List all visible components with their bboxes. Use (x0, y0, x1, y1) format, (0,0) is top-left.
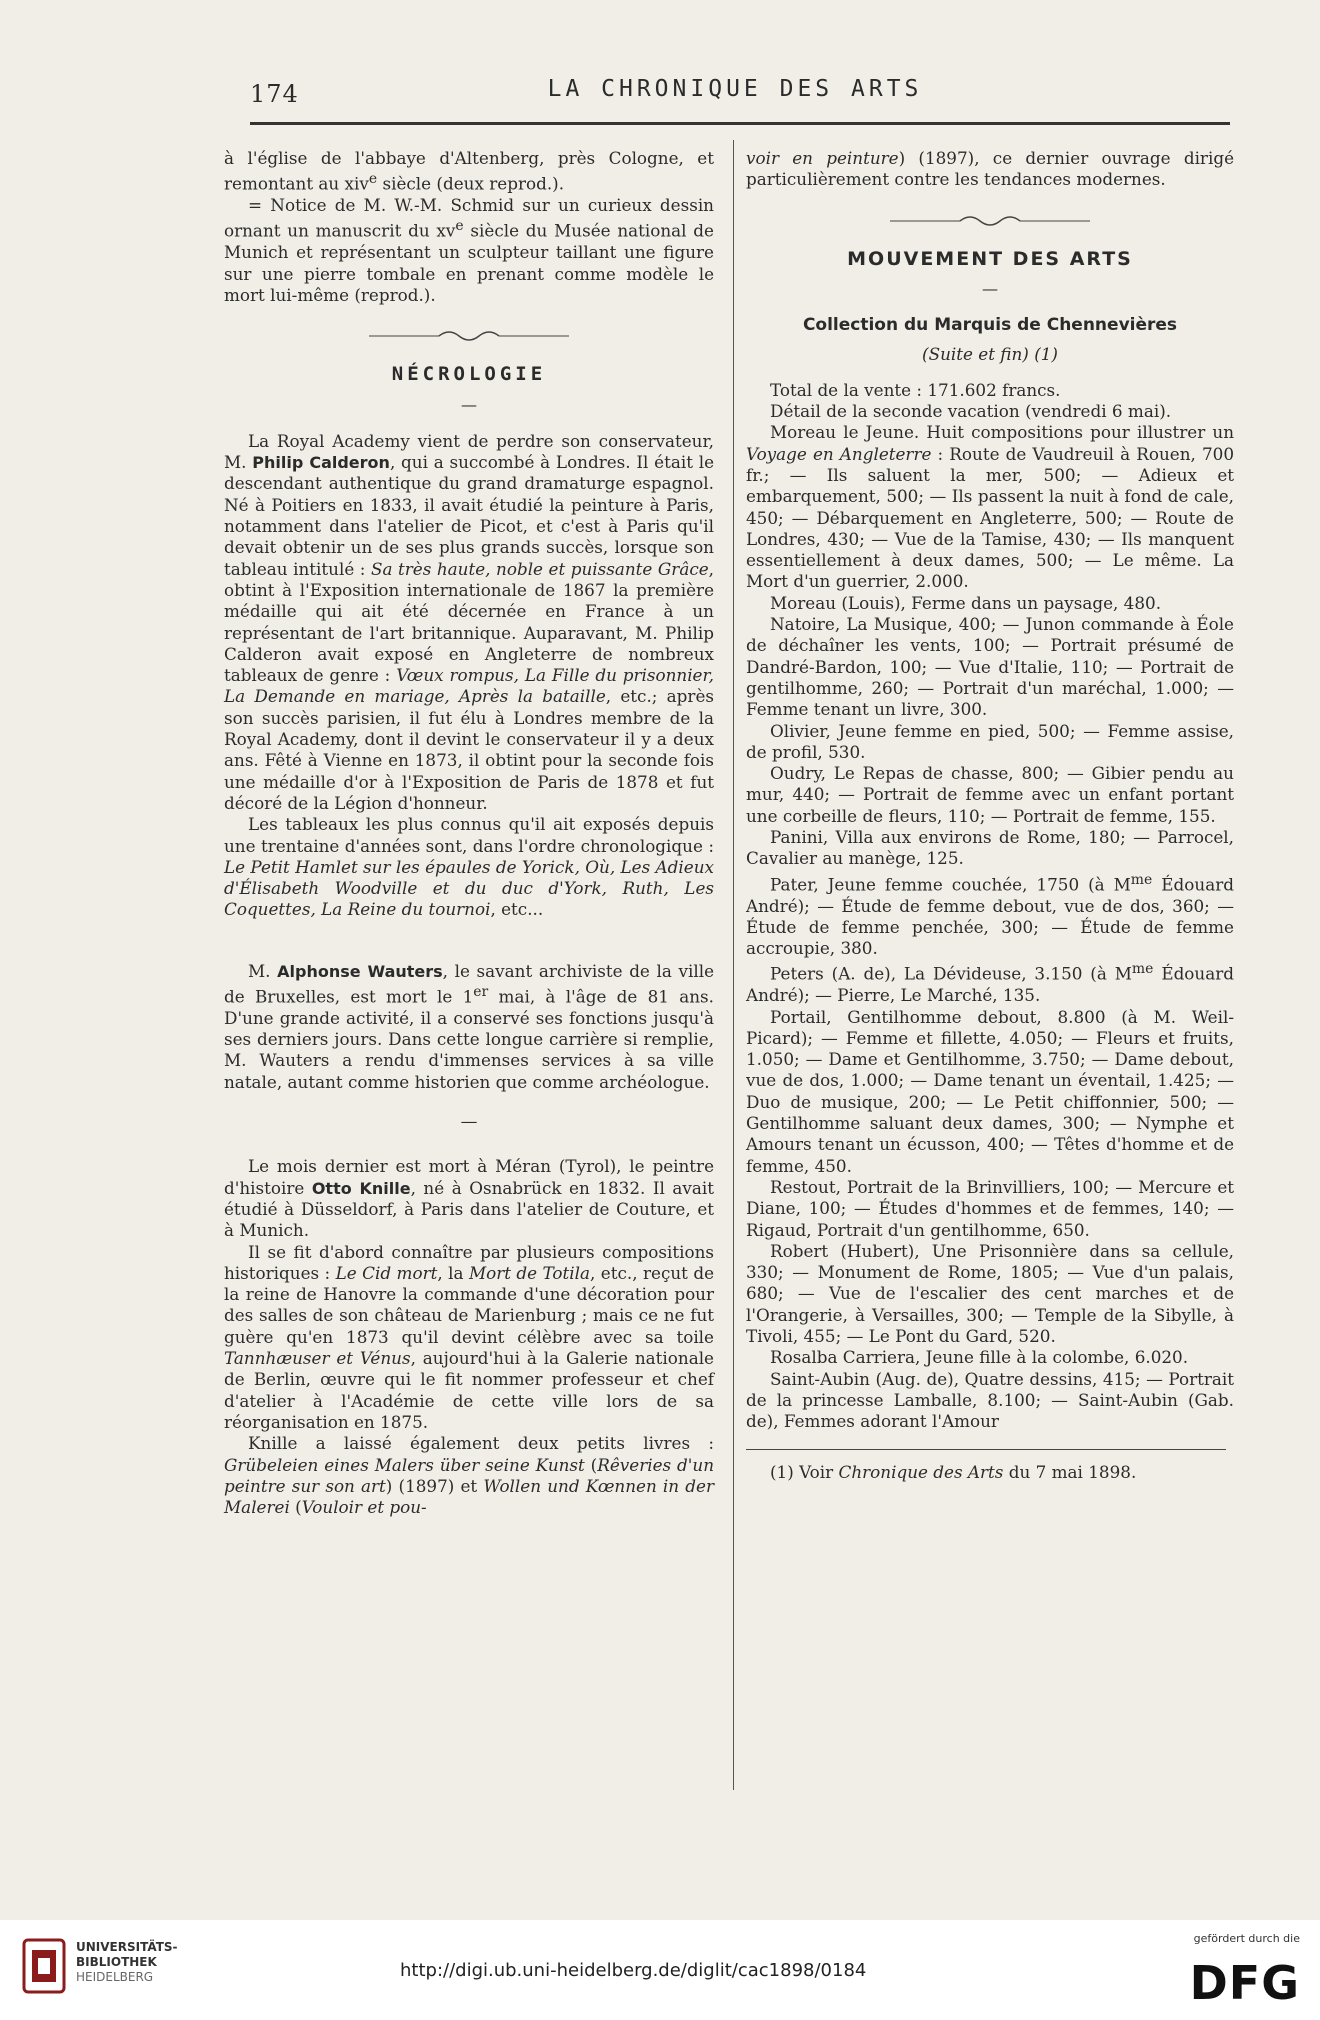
paragraph-knille-works: Il se fit d'abord connaître par plusieurs compositions historiques : Le Cid mort, la Mort de Totila, etc., reçut de la reine de Hanovre la commande d'une décoration pour des salles de son château de Marienburg ; mais ce ne fut guère qu'en 1873 qu'il devint célèbre avec sa toile Tannhæuser et Vénus, aujourd'hui à la Galerie nationale de Berlin, œuvre qui le fit nommer professeur et chef d'atelier à l'Académie de cette ville lors de sa réorganisation en 1875. (224, 1241, 715, 1432)
paragraph-knille-continued: voir en peinture) (1897), ce dernier ouvrage dirigé particulièrement contre les tendances modernes. (746, 148, 1234, 190)
sale-total: Total de la vente : 171.602 francs. (770, 379, 1061, 400)
entry-portail: Portail, Gentilhomme debout, 8.800 (à M. Weil-Picard); — Femme et fillette, 4.050; — Fleurs et fruits, 1.050; — Dame et Gentilhomme, 3.750; — Dame debout, vue de dos, 1.000; — Dame tenant un éventail, 1.425; — Duo de musique, 200; — Le Petit chiffonnier, 500; — Gentilhomme saluant deux dames, 300; — Nymphe et Amours tenant un écusson, 400; — Têtes d'homme et de femme, 450. (746, 1006, 1234, 1176)
heading-dash: — (461, 394, 477, 414)
section-dash: — (460, 1111, 478, 1132)
footnote: (1) Voir Chronique des Arts du 7 mai 1898. (770, 1461, 1137, 1482)
right-column (746, 148, 1234, 1483)
university-seal-icon (20, 1936, 68, 1996)
paragraph-calderon-works: Les tableaux les plus connus qu'il ait exposés depuis une trentaine d'années sont, dans l'ordre chronologique : Le Petit Hamlet sur les épaules de Yorick, Où, Les Adieux d'Élisabeth Woodville et du duc d'York, Ruth, Les Coquettes, La Reine du tournoi, etc... (224, 814, 714, 920)
entry-restout: Restout, Portrait de la Brinvilliers, 100; — Mercure et Diane, 100; — Études d'hommes et de femmes, 140; — Rigaud, Portrait d'un gentilhomme, 650. (746, 1176, 1234, 1240)
footer-bar (0, 1920, 1320, 2020)
page-number: 174 (250, 80, 299, 108)
heading-dash-right: — (982, 278, 998, 298)
digital-library-link[interactable]: http://digi.ub.uni-heidelberg.de/diglit/cac1898/0184 (400, 1960, 867, 1981)
entry-olivier: Olivier, Jeune femme en pied, 500; — Femme assise, de profil, 530. (746, 720, 1234, 762)
header-rule (250, 122, 1230, 125)
dfg-logo: DFG (1189, 1956, 1300, 2010)
name-knille: Otto Knille (311, 1178, 411, 1198)
sale-detail: Détail de la seconde vacation (vendredi 6 mai). (770, 401, 1172, 422)
entry-robert: Robert (Hubert), Une Prisonnière dans sa cellule, 330; — Monument de Rome, 1805; — Vue d'un palais, 680; — Vue de l'escalier des cent marches et de l'Orangerie, à Versailles, 300; — Temple de la Sibylle, à Tivoli, 455; — Le Pont du Gard, 520. (746, 1240, 1234, 1347)
collection-subtitle: (Suite et fin) (1) (922, 344, 1058, 365)
page-header (240, 72, 1230, 112)
footnote-rule (746, 1449, 1226, 1450)
running-title: LA CHRONIQUE DES ARTS (547, 76, 923, 102)
entry-saint-aubin: Saint-Aubin (Aug. de), Quatre dessins, 415; — Portrait de la princesse Lamballe, 8.100; — Saint-Aubin (Gab. de), Femmes adorant l'Amour (746, 1368, 1234, 1432)
entry-panini: Panini, Villa aux environs de Rome, 180; — Parrocel, Cavalier au manège, 125. (746, 827, 1234, 869)
entry-pater: Pater, Jeune femme couchée, 1750 (à $M^{me}$ Édouard André); — Étude de femme debout, vue de dos, 360; — Étude de femme penchée, 300; — Étude de femme accroupie, 380. (746, 871, 1234, 959)
paragraph-wauters: M. Alphonse Wauters, le savant archiviste de la ville de Bruxelles, est mort le 1er mai, à l'âge de 81 ans. D'une grande activité, il a conservé ses fonctions jusqu'à ses derniers jours. Dans cette longue carrière si remplie, M. Wauters a rendu d'immenses services à sa ville natale, autant comme historien que comme archéologue. (224, 960, 715, 1092)
paragraph-schmid-notice: = Notice de M. W.-M. Schmid sur un curieux dessin ornant un manuscrit du $xv^e$ siècle du Musée national de Munich et représentant un sculpteur taillant une figure sur une pierre tombale en prenant comme modèle le mort lui-même (reprod.). (224, 195, 714, 305)
name-wauters: Alphonse Wauters (277, 961, 443, 981)
entry-peters: Peters (A. de), La Dévideuse, 3.150 (à $M^{me}$ Édouard André); — Pierre, Le Marché, 135. (746, 961, 1234, 1006)
mouvement-heading: MOUVEMENT DES ARTS (847, 247, 1133, 270)
ornament-divider-right (890, 213, 1090, 229)
entry-natoire: Natoire, La Musique, 400; — Junon commande à Éole de déchaîner les vents, 100; — Portrait présumé de Dandré-Bardon, 100; — Vue d'Italie, 110; — Portrait de gentilhomme, 260; — Portrait d'un maréchal, 1.000; — Femme tenant un livre, 300. (746, 614, 1234, 720)
entry-oudry: Oudry, Le Repas de chasse, 800; — Gibier pendu au mur, 440; — Portrait de femme avec un enfant portant une corbeille de fleurs, 110; — Portrait de femme, 155. (746, 763, 1234, 826)
name-calderon: Philip Calderon (252, 453, 390, 473)
collection-title: Collection du Marquis de Chennevières (802, 315, 1178, 336)
funded-by-label: gefördert durch die (1193, 1932, 1300, 1945)
paragraph-knille-books: Knille a laissé également deux petits livres : Grübeleien eines Malers über seine Kunst (Rêveries d'un peintre sur son art) (1897) et Wollen und Kœnnen in der Malerei (Vouloir et pou- (224, 1433, 714, 1518)
necrologie-heading: NÉCROLOGIE (391, 363, 547, 386)
paragraph-altenberg: à l'église de l'abbaye d'Altenberg, près Cologne, et remontant au xiv$^e$ siècle (deux reprod.). (224, 148, 714, 194)
entry-moreau-louis: Moreau (Louis), Ferme dans un paysage, 480. (770, 592, 1162, 613)
entry-rosalba: Rosalba Carriera, Jeune fille à la colombe, 6.020. (770, 1347, 1189, 1368)
paragraph-calderon: La Royal Academy vient de perdre son conservateur, M. Philip Calderon, qui a succombé à Londres. Il était le descendant authentique du grand dramaturge espagnol. Né à Poitiers en 1833, il avait étudié la peinture à Paris, notamment dans l'atelier de Picot, et c'est à Paris qu'il devait obtenir un de ses plus grands succès, lorsque son tableau intitulé : Sa très haute, noble et puissante Grâce, obtint à l'Exposition internationale de 1867 la première médaille qui ait été décernée en France à un représentant de l'art britannique. Auparavant, M. Philip Calderon avait exposé en Angleterre de nombreux tableaux de genre : Vœux rompus, La Fille du prisonnier, La Demande en mariage, Après la bataille, etc.; après son succès parisien, il fut élu à Londres membre de la Royal Academy, dont il devint le conservateur il y a deux ans. Fêté à Vienne en 1873, il obtint pour la seconde fois une médaille d'or à l'Exposition de Paris de 1878 et fut décoré de la Légion d'honneur. (224, 430, 715, 813)
university-library-name: UNIVERSITÄTS- BIBLIOTHEK HEIDELBERG (76, 1940, 178, 1984)
ornament-divider (369, 328, 569, 344)
column-divider (733, 140, 734, 1790)
entry-moreau: Moreau le Jeune. Huit compositions pour illustrer un Voyage en Angleterre : Route de Vaudreuil à Rouen, 700 fr.; — Ils saluent la mer, 500; — Adieux et embarquement, 500; — Ils passent la nuit à fond de cale, 450; — Débarquement en Angleterre, 500; — Route de Londres, 430; — Vue de la Tamise, 430; — Ils manquent essentiellement à deux dames, 500; — Le même. La Mort d'un guerrier, 2.000. (746, 422, 1234, 592)
paragraph-knille: Le mois dernier est mort à Méran (Tyrol), le peintre d'histoire Otto Knille, né à Osnabrück en 1832. Il avait étudié à Düsseldorf, à Paris dans l'atelier de Couture, et à Munich. (224, 1156, 714, 1241)
left-column (224, 148, 714, 1518)
